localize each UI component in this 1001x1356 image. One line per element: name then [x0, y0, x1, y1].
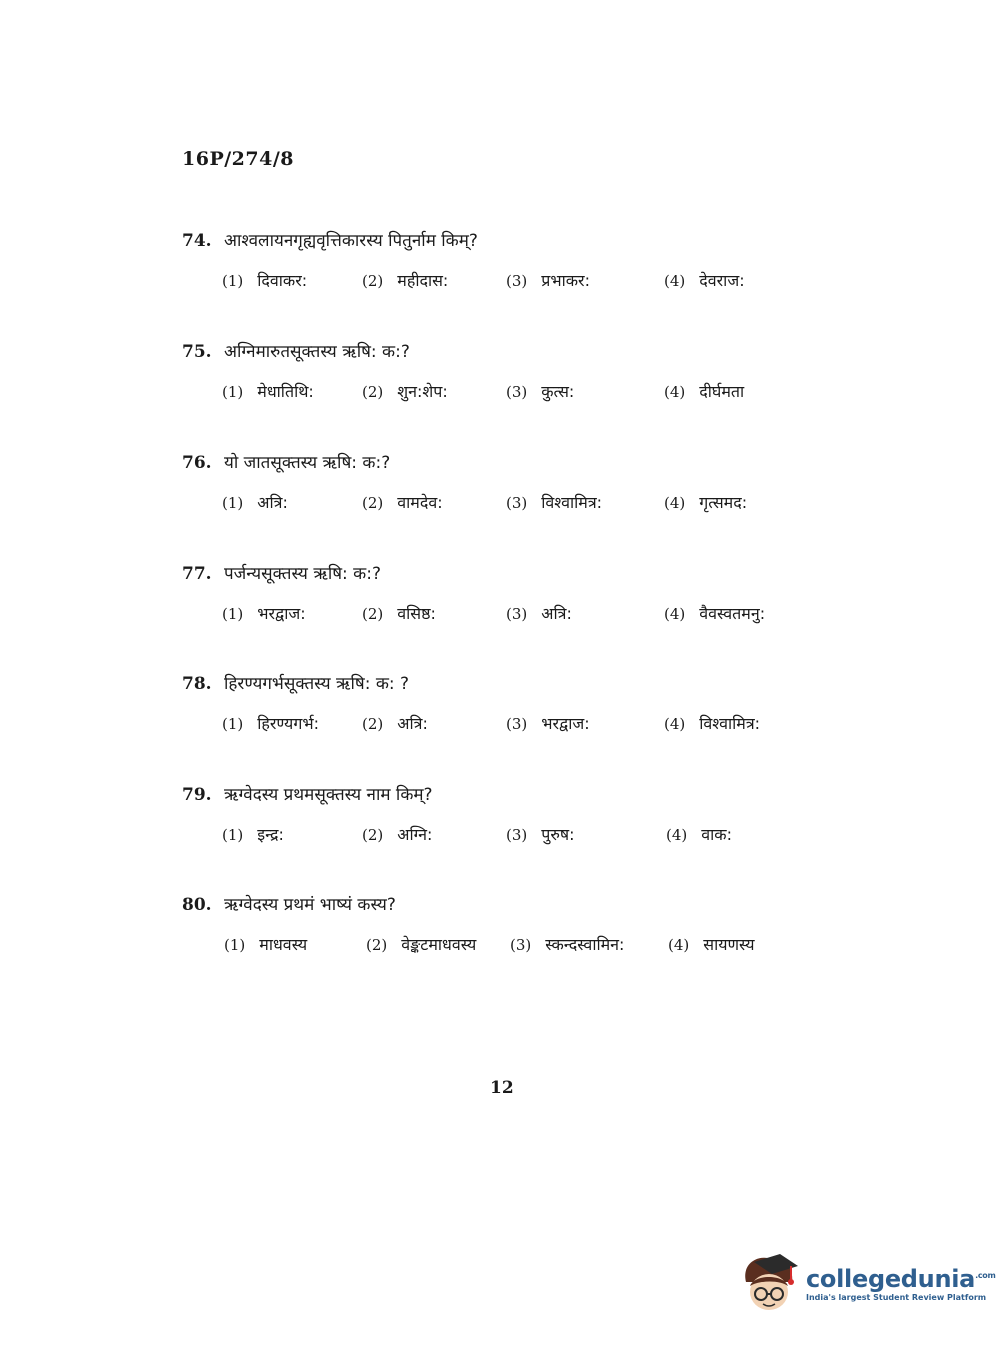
- question-74: [182, 228, 822, 299]
- collegedunia-logo: [740, 1248, 996, 1318]
- question-number: 79.: [182, 785, 212, 805]
- option-3: (3) कुत्स:: [506, 382, 575, 401]
- question-text: हिरण्यगर्भसूक्तस्य ऋषि: क: ?: [224, 674, 410, 694]
- option-3: (3) स्कन्दस्वामिन:: [510, 935, 625, 954]
- options-row: [182, 491, 822, 521]
- option-2: (2) अग्नि:: [362, 825, 433, 844]
- student-mascot-icon: [740, 1252, 798, 1314]
- option-1: (1) इन्द्र:: [222, 825, 284, 844]
- option-2: (2) अत्रि:: [362, 714, 428, 733]
- option-4: (4) वाक:: [666, 825, 732, 844]
- option-1: (1) अत्रि:: [222, 493, 288, 512]
- question-75: [182, 339, 822, 410]
- option-4: (4) देवराज:: [664, 271, 745, 290]
- question-80: [182, 892, 822, 963]
- options-row: [182, 602, 822, 632]
- question-text: यो जातसूक्तस्य ऋषि: क:?: [224, 453, 391, 473]
- options-row: [182, 823, 822, 853]
- option-4: (4) गृत्समद:: [664, 493, 748, 512]
- option-2: (2) वामदेव:: [362, 493, 443, 512]
- question-number: 78.: [182, 674, 212, 694]
- question-text: आश्वलायनगृह्यवृत्तिकारस्य पितुर्नाम किम्?: [224, 231, 478, 251]
- option-4: (4) सायणस्य: [668, 935, 755, 954]
- question-number: 80.: [182, 895, 212, 915]
- options-row: [182, 269, 822, 299]
- question-79: [182, 782, 822, 853]
- question-number: 76.: [182, 453, 212, 473]
- option-1: (1) भरद्वाज:: [222, 604, 306, 623]
- question-text: पर्जन्यसूक्तस्य ऋषि: क:?: [224, 564, 381, 584]
- option-3: (3) प्रभाकर:: [506, 271, 590, 290]
- option-3: (3) पुरुष:: [506, 825, 575, 844]
- question-78: [182, 671, 822, 742]
- options-row: [182, 380, 822, 410]
- question-text: ऋग्वेदस्य प्रथमं भाष्यं कस्य?: [224, 895, 396, 915]
- option-4: (4) वैवस्वतमनु:: [664, 604, 766, 623]
- option-2: (2) वसिष्ठ:: [362, 604, 436, 623]
- option-1: (1) हिरण्यगर्भ:: [222, 714, 319, 733]
- paper-code: 16P/274/8: [182, 148, 294, 170]
- brand-name: collegedunia$^{.com}$: [806, 1264, 996, 1293]
- options-row: [182, 712, 822, 742]
- option-1: (1) दिवाकर:: [222, 271, 308, 290]
- option-3: (3) अत्रि:: [506, 604, 572, 623]
- option-1: (1) मेधातिथि:: [222, 382, 314, 401]
- question-text: ऋग्वेदस्य प्रथमसूक्तस्य नाम किम्?: [224, 785, 433, 805]
- question-text: अग्निमारुतसूक्तस्य ऋषि: क:?: [224, 342, 410, 362]
- options-row: [182, 933, 822, 963]
- question-77: [182, 561, 822, 632]
- question-76: [182, 450, 822, 521]
- option-3: (3) विश्वामित्र:: [506, 493, 603, 512]
- question-number: 75.: [182, 342, 212, 362]
- option-2: (2) शुन:शेप:: [362, 382, 448, 401]
- option-4: (4) विश्वामित्र:: [664, 714, 761, 733]
- option-3: (3) भरद्वाज:: [506, 714, 590, 733]
- option-2: (2) वेङ्कटमाधवस्य: [366, 935, 477, 954]
- page-number: 12: [490, 1078, 514, 1098]
- option-2: (2) महीदास:: [362, 271, 449, 290]
- option-4: (4) दीर्घमता: [664, 382, 745, 401]
- option-1: (1) माधवस्य: [224, 935, 308, 954]
- question-number: 77.: [182, 564, 212, 584]
- question-number: 74.: [182, 231, 212, 251]
- brand-tagline: India's largest Student Review Platform: [806, 1292, 987, 1302]
